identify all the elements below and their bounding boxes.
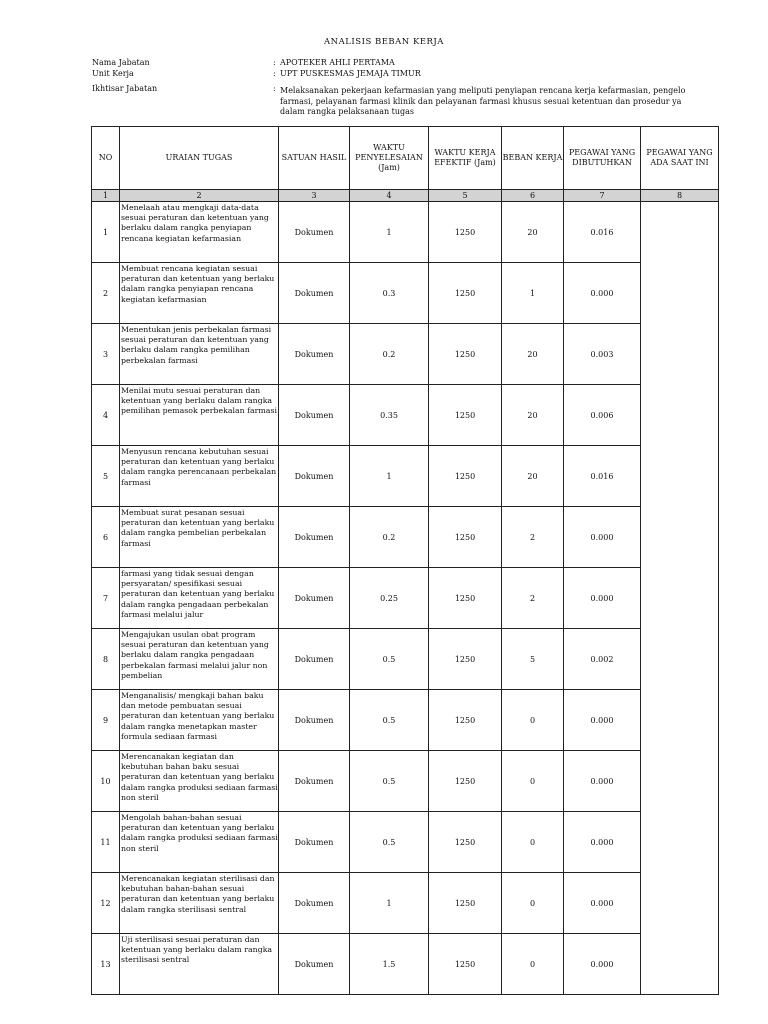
- meta-colon: :: [273, 58, 276, 67]
- cell-uraian: [120, 629, 279, 690]
- cell-waktu-penyelesaian: 0.5: [350, 690, 429, 751]
- table-row: [92, 873, 719, 934]
- uraian-text: Menilai mutu sesuai peraturan dan ketentuan yang berlaku dalam rangka pemilihan pemasok perbekalan farmasi: [121, 386, 277, 416]
- cell-uraian: [120, 873, 279, 934]
- meta-value: UPT PUSKESMAS JEMAJA TIMUR: [280, 69, 421, 78]
- cell-waktu-penyelesaian: 0.5: [350, 629, 429, 690]
- cell-no: 9: [92, 690, 120, 751]
- uraian-text: farmasi yang tidak sesuai dengan persyaratan/ spesifikasi sesuai peraturan dan ketentuan yang berlaku dalam rangka pengadaan perbekalan farmasi melalui jalur: [121, 569, 275, 619]
- column-index: 4: [350, 190, 429, 202]
- uraian-text: Membuat surat pesanan sesuai peraturan dan ketentuan yang berlaku dalam rangka pembelian perbekalan farmasi: [121, 508, 275, 548]
- header-dibutuhkan: PEGAWAI YANG DIBUTUHKAN: [564, 127, 641, 190]
- cell-satuan: Dokumen: [279, 263, 350, 324]
- header-uraian: URAIAN TUGAS: [120, 127, 279, 190]
- cell-uraian: [120, 385, 279, 446]
- cell-waktu-penyelesaian: 1: [350, 202, 429, 263]
- cell-no: 2: [92, 263, 120, 324]
- ikhtisar-line: dalam rangka pelaksanaan tugas: [280, 107, 415, 116]
- table-row: [92, 263, 719, 324]
- uraian-text: Uji sterilisasi sesuai peraturan dan ketentuan yang berlaku dalam rangka sterilisasi sentral: [121, 935, 273, 965]
- uraian-text: Mengajukan usulan obat program sesuai peraturan dan ketentuan yang berlaku dalam rangka pengadaan perbekalan farmasi melalui jalur non pembelian: [121, 630, 269, 680]
- cell-beban-kerja: 1: [502, 263, 564, 324]
- meta-colon: :: [273, 69, 276, 78]
- cell-no: 3: [92, 324, 120, 385]
- cell-waktu-efektif: 1250: [429, 385, 502, 446]
- ikhtisar-text: [280, 86, 750, 118]
- cell-pegawai-dibutuhkan: 0.016: [564, 446, 641, 507]
- cell-beban-kerja: 20: [502, 202, 564, 263]
- cell-beban-kerja: 0: [502, 812, 564, 873]
- cell-beban-kerja: 20: [502, 446, 564, 507]
- cell-waktu-penyelesaian: 0.5: [350, 751, 429, 812]
- cell-beban-kerja: 0: [502, 873, 564, 934]
- cell-satuan: Dokumen: [279, 446, 350, 507]
- header-satuan: SATUAN HASIL: [279, 127, 350, 190]
- cell-pegawai-dibutuhkan: 0.000: [564, 812, 641, 873]
- cell-pegawai-dibutuhkan: 0.006: [564, 385, 641, 446]
- ikhtisar-line: Melaksanakan pekerjaan kefarmasian yang meliputi penyiapan rencana kerja kefarmasian, pengelo: [280, 86, 686, 95]
- cell-no: 6: [92, 507, 120, 568]
- column-index: 1: [92, 190, 120, 202]
- cell-uraian: [120, 324, 279, 385]
- cell-satuan: Dokumen: [279, 568, 350, 629]
- cell-satuan: Dokumen: [279, 812, 350, 873]
- cell-pegawai-dibutuhkan: 0.000: [564, 751, 641, 812]
- column-index: 7: [564, 190, 641, 202]
- cell-pegawai-dibutuhkan: 0.000: [564, 690, 641, 751]
- uraian-text: Menyusun rencana kebutuhan sesuai peraturan dan ketentuan yang berlaku dalam rangka perencanaan perbekalan farmasi: [121, 447, 277, 487]
- cell-waktu-penyelesaian: 0.25: [350, 568, 429, 629]
- cell-waktu-efektif: 1250: [429, 873, 502, 934]
- cell-waktu-efektif: 1250: [429, 629, 502, 690]
- cell-satuan: Dokumen: [279, 690, 350, 751]
- cell-satuan: Dokumen: [279, 385, 350, 446]
- cell-waktu-efektif: 1250: [429, 751, 502, 812]
- table-row: [92, 324, 719, 385]
- cell-waktu-efektif: 1250: [429, 202, 502, 263]
- cell-uraian: [120, 202, 279, 263]
- column-index: 5: [429, 190, 502, 202]
- cell-no: 5: [92, 446, 120, 507]
- cell-waktu-penyelesaian: 0.5: [350, 812, 429, 873]
- header-waktu-efektif: WAKTU KERJA EFEKTIF (Jam): [429, 127, 502, 190]
- table-row: [92, 385, 719, 446]
- cell-waktu-efektif: 1250: [429, 934, 502, 995]
- cell-beban-kerja: 0: [502, 690, 564, 751]
- header-no: NO: [92, 127, 120, 190]
- cell-pegawai-ada: [641, 202, 719, 995]
- cell-waktu-efektif: 1250: [429, 812, 502, 873]
- cell-waktu-efektif: 1250: [429, 507, 502, 568]
- cell-satuan: Dokumen: [279, 873, 350, 934]
- cell-satuan: Dokumen: [279, 324, 350, 385]
- cell-waktu-efektif: 1250: [429, 446, 502, 507]
- table-row: [92, 690, 719, 751]
- ikhtisar-line: farmasi, pelayanan farmasi klinik dan pelayanan farmasi khusus sesuai ketentuan dan prosedur ya: [280, 96, 682, 106]
- column-index: 3: [279, 190, 350, 202]
- cell-waktu-penyelesaian: 1: [350, 446, 429, 507]
- table-row: [92, 568, 719, 629]
- document-title: ANALISIS BEBAN KERJA: [324, 37, 444, 47]
- meta-colon: :: [273, 84, 276, 93]
- header-ada: PEGAWAI YANG ADA SAAT INI: [641, 127, 719, 190]
- cell-satuan: Dokumen: [279, 629, 350, 690]
- meta-value: APOTEKER AHLI PERTAMA: [280, 58, 395, 67]
- cell-no: 7: [92, 568, 120, 629]
- column-index: 8: [641, 190, 719, 202]
- cell-beban-kerja: 0: [502, 934, 564, 995]
- header-beban: BEBAN KERJA: [502, 127, 564, 190]
- cell-no: 8: [92, 629, 120, 690]
- table-row: [92, 751, 719, 812]
- uraian-text: Menelaah atau mengkaji data-data sesuai peraturan dan ketentuan yang berlaku dalam rangka penyiapan rencana kegiatan kefarmasian: [121, 203, 269, 243]
- cell-waktu-efektif: 1250: [429, 263, 502, 324]
- uraian-text: Menganalisis/ mengkaji bahan baku dan metode pembuatan sesuai peraturan dan ketentuan yang berlaku dalam rangka menetapkan master formula sediaan farmasi: [121, 691, 275, 741]
- cell-no: 11: [92, 812, 120, 873]
- cell-no: 1: [92, 202, 120, 263]
- meta-label: Ikhtisar Jabatan: [92, 84, 158, 93]
- table-header-row: [92, 127, 719, 190]
- cell-waktu-efektif: 1250: [429, 690, 502, 751]
- cell-uraian: [120, 934, 279, 995]
- column-index: 6: [502, 190, 564, 202]
- cell-waktu-efektif: 1250: [429, 568, 502, 629]
- table-row: [92, 812, 719, 873]
- cell-beban-kerja: 2: [502, 507, 564, 568]
- cell-uraian: [120, 751, 279, 812]
- cell-pegawai-dibutuhkan: 0.000: [564, 507, 641, 568]
- table-row: [92, 507, 719, 568]
- uraian-text: Merencanakan kegiatan dan kebutuhan bahan baku sesuai peraturan dan ketentuan yang berlaku dalam rangka produksi sediaan farmasi non steril: [121, 752, 278, 802]
- cell-waktu-penyelesaian: 1: [350, 873, 429, 934]
- cell-waktu-penyelesaian: 0.2: [350, 507, 429, 568]
- cell-beban-kerja: 2: [502, 568, 564, 629]
- cell-no: 13: [92, 934, 120, 995]
- cell-waktu-penyelesaian: 1.5: [350, 934, 429, 995]
- cell-waktu-penyelesaian: 0.35: [350, 385, 429, 446]
- header-waktu-penyelesaian: WAKTU PENYELESAIAN (Jam): [350, 127, 429, 190]
- cell-satuan: Dokumen: [279, 202, 350, 263]
- cell-waktu-penyelesaian: 0.2: [350, 324, 429, 385]
- column-index: 2: [120, 190, 279, 202]
- table-row: [92, 629, 719, 690]
- cell-pegawai-dibutuhkan: 0.000: [564, 873, 641, 934]
- meta-label: Nama Jabatan: [92, 58, 150, 67]
- cell-pegawai-dibutuhkan: 0.016: [564, 202, 641, 263]
- column-index-row: [92, 190, 719, 202]
- cell-beban-kerja: 20: [502, 385, 564, 446]
- workload-table: [91, 126, 719, 995]
- table-body: [92, 202, 719, 995]
- cell-uraian: [120, 446, 279, 507]
- cell-satuan: Dokumen: [279, 507, 350, 568]
- cell-no: 4: [92, 385, 120, 446]
- cell-uraian: [120, 812, 279, 873]
- cell-uraian: [120, 263, 279, 324]
- cell-satuan: Dokumen: [279, 751, 350, 812]
- cell-waktu-penyelesaian: 0.3: [350, 263, 429, 324]
- uraian-text: Mengolah bahan-bahan sesuai peraturan dan ketentuan yang berlaku dalam rangka produksi sediaan farmasi non steril: [121, 813, 278, 853]
- cell-uraian: [120, 568, 279, 629]
- uraian-text: Menentukan jenis perbekalan farmasi sesuai peraturan dan ketentuan yang berlaku dalam rangka pemilihan perbekalan farmasi: [121, 325, 272, 365]
- cell-no: 12: [92, 873, 120, 934]
- cell-uraian: [120, 690, 279, 751]
- uraian-text: Merencanakan kegiatan sterilisasi dan kebutuhan bahan-bahan sesuai peraturan dan ketentuan yang berlaku dalam rangka sterilisasi sentral: [121, 874, 275, 914]
- uraian-text: Membuat rencana kegiatan sesuai peraturan dan ketentuan yang berlaku dalam rangka penyiapan rencana kegiatan kefarmasian: [121, 264, 275, 304]
- cell-pegawai-dibutuhkan: 0.000: [564, 934, 641, 995]
- cell-no: 10: [92, 751, 120, 812]
- cell-pegawai-dibutuhkan: 0.000: [564, 263, 641, 324]
- cell-pegawai-dibutuhkan: 0.002: [564, 629, 641, 690]
- cell-beban-kerja: 5: [502, 629, 564, 690]
- cell-pegawai-dibutuhkan: 0.000: [564, 568, 641, 629]
- cell-waktu-efektif: 1250: [429, 324, 502, 385]
- table-row: [92, 202, 719, 263]
- cell-satuan: Dokumen: [279, 934, 350, 995]
- cell-beban-kerja: 20: [502, 324, 564, 385]
- cell-beban-kerja: 0: [502, 751, 564, 812]
- cell-uraian: [120, 507, 279, 568]
- table-row: [92, 446, 719, 507]
- table-row: [92, 934, 719, 995]
- cell-pegawai-dibutuhkan: 0.003: [564, 324, 641, 385]
- meta-label: Unit Kerja: [92, 69, 134, 78]
